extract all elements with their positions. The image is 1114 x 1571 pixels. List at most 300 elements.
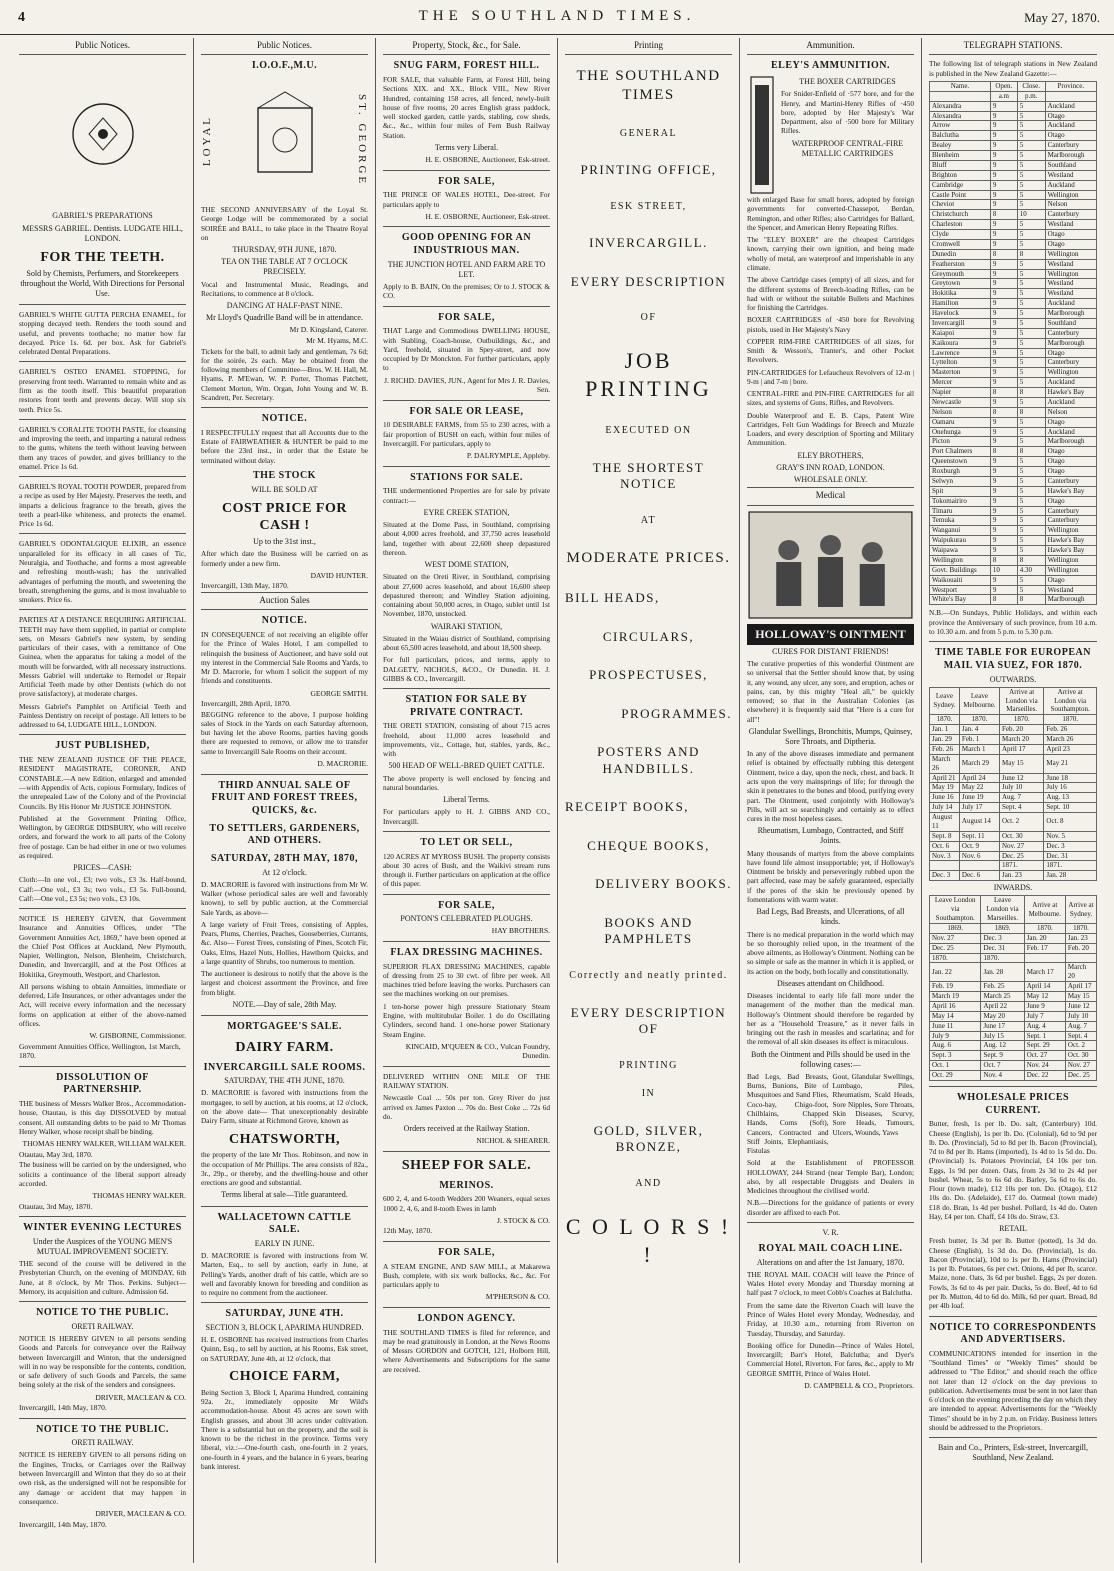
dissolution-signature-2: THOMAS HENRY WALKER. [92, 1191, 186, 1201]
oreti-2-signature: DRIVER, MACLEAN & CO. [95, 1509, 186, 1519]
table-cell: Jan. 23 [1000, 871, 1044, 881]
table-cell: 5 [1017, 368, 1045, 378]
macrorie-note: NOTE.—Day of sale, 28th May. [232, 1000, 337, 1009]
table-cell: March 17 [1024, 963, 1065, 982]
table-cell: Nov. 24 [1024, 1061, 1065, 1071]
table-cell: 5 [1017, 575, 1045, 585]
table-row [930, 131, 1097, 141]
winter-lectures-sub: Under the Auspices of the YOUNG MEN'S MUTUAL IMPROVEMENT SOCIETY. [32, 1236, 173, 1256]
table-cell: Nelson [1045, 200, 1096, 210]
table-cell: 1871. [1044, 861, 1097, 871]
eley-body-2: The above Cartridge cases (empty) of all sizes, and for the different systems of Breech-loading Rifles, can be had with or without the suitable Bullets and Machines for finishing the Cartridges. [747, 275, 914, 313]
table-cell: Jan. 28 [981, 963, 1024, 982]
dissolution-date: Otautau, May 3rd, 1870. [19, 1149, 93, 1159]
table-cell: Westland [1045, 279, 1096, 289]
table-row [930, 992, 1097, 1002]
cartridge-box-icon [747, 75, 777, 195]
table-cell: Feb. 26 [1044, 725, 1097, 735]
table-cell: Kaikoura [930, 338, 991, 348]
table-row [930, 1001, 1097, 1011]
table-cell: August 11 [930, 813, 960, 832]
holloway-body-2: In any of the above diseases immediate and permanent relief is obtained by effectually rubbing this detergent Ointment, twice a day, upon the neck, chest, and back. It acts upon the very mainsprings of life; for through the skin it penetrates to the bones and blood, purifying every part. The Ointment, used conjointly with Holloway's Pills, will act so searchingly and certainly as to effect cures in the most hopeless cases. [747, 749, 914, 824]
anniversary-dancing: DANCING AT HALF-PAST NINE. [226, 301, 343, 311]
lease-title: FOR SALE OR LEASE, [409, 405, 524, 417]
table-cell: Feb. 20 [1065, 943, 1096, 953]
holloway-body-3: Many thousands of martyrs from the above complaints have found life almost insupportable; yet, if Holloway's Ointment be briskly and perseveringly rubbed upon the part affected, ease may be safely guaranteed, especially if the pores of the skin be previously opened by fomentations with warm water. [747, 848, 914, 904]
table-cell: 9 [990, 328, 1017, 338]
oreti-notice-2-sub: ORETI RAILWAY. [71, 1438, 134, 1448]
table-cell: June 16 [930, 793, 960, 803]
table-header-cell: Arrive at Melbourne. [1024, 896, 1065, 924]
table-cell: Nov. 27 [930, 933, 981, 943]
stock-sub: WILL BE SOLD AT [251, 484, 318, 494]
printing-moderate: MODERATE PRICES. [566, 550, 731, 567]
oreti-2-date: Invercargill, 14th May, 1870. [19, 1519, 107, 1529]
sale-rooms: INVERCARGILL SALE ROOMS. [203, 1061, 366, 1073]
oreti-notice-2-title: NOTICE TO THE PUBLIC. [36, 1423, 169, 1435]
table-cell: May 22 [959, 783, 999, 793]
holloway-illustration [747, 510, 914, 620]
stock-signature: DAVID HUNTER. [310, 570, 368, 580]
table-cell: Westland [1045, 220, 1096, 230]
table-cell: Wellington [1045, 565, 1096, 575]
to-let-body: 120 ACRES AT MYROSS BUSH. The property consists about 30 acres of Bush, and the Waikivi stream runs through it. Further particulars on application at the office of this paper. [383, 851, 550, 889]
table-header-cell: Close. [1017, 81, 1045, 91]
table-row [930, 943, 1097, 953]
table-cell: Aug. 12 [981, 1041, 1024, 1051]
table-cell: Dec. 25 [930, 943, 981, 953]
printing-bill: BILL HEADS, [565, 590, 660, 606]
dissolution-title: DISSOLUTION OF PARTNERSHIP. [56, 1071, 149, 1096]
retail-list: Fresh butter, 1s 3d per lb. Butter (potted), 1s 3d do. Cheese (English), 1s 3d do. Do. (Provincial), 1s do. Bacon (Provincial), 10d to 1s per lb. Hams (Provincial) 1s per lb. Potatoes, 6s per cwt. Onions, 4d per lb, scarce. Maize, none. Oats, 3s 6d per bushel. Eggs, 2s per dozen. Fowls, 3s 6d to 4s per pair. Ducks, 5s do. Beef, 4d to 6d per lb. Mutton, 4d to 6d do. Milk, 6d per quart. Bread, 8d per 4lb loaf. [929, 1236, 1097, 1311]
table-cell: 8 [990, 249, 1017, 259]
just-published-body: THE NEW ZEALAND JUSTICE OF THE PEACE, RESIDENT MAGISTRATE, CORONER, AND CONSTABLE.—A new Edition, enlarged and amended—with Appendix of Acts, copious Formulary, Indices of the unrepealed Law of the Colony and of the Provincial Councils. By His Honor Mr JUSTICE JOHNSTON. [19, 755, 186, 811]
table-cell: Alexandra [930, 101, 991, 111]
printing-and: AND [635, 1177, 662, 1189]
table-row [930, 230, 1097, 240]
table-header-cell: Arrive at London via Southampton. [1044, 687, 1097, 715]
winter-lectures-body: THE second of the course will be delivered in the Presbyterian Church, on the evening of MONDAY, 6th June, at 8 o'clock, by Mr Thos. Perkins. Subject—Memory, its acquisition and culture. Admission 6d. [19, 1259, 186, 1296]
table-cell: Aug. 13 [1044, 793, 1097, 803]
table-cell: June 18 [1044, 773, 1097, 783]
table-cell: 5 [1017, 427, 1045, 437]
table-cell: Canterbury [1045, 141, 1096, 151]
table-cell: Jan. 20 [1024, 933, 1065, 943]
table-cell: May 15 [1000, 754, 1044, 773]
snug-farm-terms: Terms very Liberal. [434, 142, 499, 152]
telegraph-nb: N.B.—On Sundays, Public Holidays, and within each province the Anniversary of such province, from 10 a.m. to 10.30 a.m. and from 5 p.m. to 5.30 p.m. [929, 608, 1097, 636]
table-cell: 9 [990, 160, 1017, 170]
table-cell: Temuka [930, 516, 991, 526]
choice-farm-body: Being Section 3, Block I, Aparima Hundred, containing 92a. 2r., immediately opposite Mr Wild's accommodation-house. About 45 acres are sown with English grasses, and about 30 acres under cultivation. There is a substantial hut on the property, and the soil is known to be the richest in the province. Terms very liberal, viz.:—One-fourth cash, one-fourth in 2 years, one-fourth in 4 years, and the balance in 6 years, bearing bank interest. [201, 1387, 368, 1471]
table-cell: Canterbury [1045, 358, 1096, 368]
table-cell: Nelson [930, 407, 991, 417]
table-cell: 5 [1017, 506, 1045, 516]
table-cell: 9 [990, 200, 1017, 210]
gabriels-crest [19, 59, 186, 209]
table-cell: Canterbury [1045, 516, 1096, 526]
table-cell: 9 [990, 516, 1017, 526]
table-cell: Nelson [1045, 407, 1096, 417]
wallacetown-title: WALLACETOWN CATTLE SALE. [217, 1211, 352, 1236]
table-cell: Hamilton [930, 299, 991, 309]
table-header-cell [930, 91, 991, 101]
table-row [930, 170, 1097, 180]
table-row [930, 575, 1097, 585]
table-cell: May 15 [1065, 992, 1096, 1002]
table-cell: Wellington [1045, 368, 1096, 378]
column-6 [922, 38, 1104, 1563]
table-cell: 5 [1017, 160, 1045, 170]
table-cell: 9 [990, 368, 1017, 378]
printing-correctly: Correctly and neatly printed. [569, 969, 728, 981]
table-cell: Westland [1045, 170, 1096, 180]
table-cell: 8 [990, 407, 1017, 417]
table-cell: 5 [1017, 259, 1045, 269]
table-cell: 9 [990, 338, 1017, 348]
dairy-title: DAIRY FARM. [235, 1039, 334, 1055]
printing-cheque: CHEQUE BOOKS, [587, 837, 710, 853]
table-cell: 8 [1017, 447, 1045, 457]
table-cell: Canterbury [1045, 328, 1096, 338]
coach-title: ROYAL MAIL COACH LINE. [758, 1243, 903, 1255]
table-row [930, 121, 1097, 131]
table-row [930, 735, 1097, 745]
table-row [930, 516, 1097, 526]
table-cell: Clyde [930, 230, 991, 240]
table-cell: 8 [1017, 595, 1045, 605]
table-cell: 8 [990, 210, 1017, 220]
annuities-signature: W. GISBORNE, Commissioner. [89, 1031, 186, 1041]
table-row [930, 536, 1097, 546]
table-cell: May 12 [1024, 992, 1065, 1002]
table-row [930, 595, 1097, 605]
delivered-signature: NICHOL & SHEARER. [476, 1136, 550, 1146]
inwards-table [929, 895, 1097, 1081]
table-cell: 4.30 [1017, 565, 1045, 575]
table-cell: 1870. [981, 953, 1024, 963]
annuities-notice-2: All persons wishing to obtain Annuities, immediate or deferred, Life Insurances, or other advantages under the Act, will receive every information and the necessary forms on application at either of the above-named offices. [19, 981, 186, 1028]
table-row [930, 1061, 1097, 1071]
printing-job: JOB PRINTING [585, 348, 712, 402]
printing-delivery: DELIVERY BOOKS. [595, 876, 732, 892]
table-row [930, 982, 1097, 992]
table-cell: Dec. 3 [1044, 841, 1097, 851]
table-cell: 8 [990, 595, 1017, 605]
sale-rooms-date: SATURDAY, THE 4TH JUNE, 1870. [224, 1076, 345, 1086]
table-cell: Kaiapoi [930, 328, 991, 338]
table-row [930, 725, 1097, 735]
table-cell: Dec. 31 [1044, 851, 1097, 861]
table-cell: Auckland [1045, 427, 1096, 437]
table-cell: Port Chalmers [930, 447, 991, 457]
just-published-title: JUST PUBLISHED, [55, 740, 150, 752]
printing-shortest: THE SHORTEST NOTICE [592, 459, 705, 492]
table-cell: 9 [990, 259, 1017, 269]
table-cell: Nov. 3 [930, 851, 960, 861]
table-cell: 5 [1017, 536, 1045, 546]
table-cell: Sept. 4 [1065, 1031, 1096, 1041]
table-cell: Auckland [1045, 299, 1096, 309]
ad-gutta-percha: GABRIEL'S WHITE GUTTA PERCHA ENAMEL, for stopping decayed teeth. Renders the tooth sound and useful, and prevents toothache; no matter how far decayed. Price 1s. 6d. per box. Ask for Gabriel's celebrated Dental Preparations. [19, 310, 186, 357]
printing-invercargill: INVERCARGILL. [589, 235, 708, 251]
printing-esk: ESK STREET, [610, 200, 687, 212]
table-cell: Wellington [1045, 269, 1096, 279]
stations-particulars: For full particulars, prices, and terms, apply to DALGETY, NICHOLS, &CO., Or Dunedin. H. J. GIBBS & CO., Invercargill. [383, 655, 550, 683]
delivered-orders: Orders received at the Railway Station. [403, 1124, 530, 1134]
table-cell: 9 [990, 486, 1017, 496]
merinos-title: MERINOS. [439, 1179, 494, 1191]
table-cell: Jan. 1 [930, 725, 960, 735]
table-row [930, 160, 1097, 170]
table-cell: 9 [990, 141, 1017, 151]
notice-2-signature: GEORGE SMITH. [310, 688, 368, 698]
printing-of: OF [640, 312, 657, 324]
table-cell: Auckland [1045, 378, 1096, 388]
table-cell: Mercer [930, 378, 991, 388]
stations-title: STATIONS FOR SALE. [410, 471, 523, 483]
holloway-sold: Sold at the Establishment of PROFESSOR HOLLOWAY, 244 Strand (near Temple Bar), London; also, by all respectable Druggists and Dealers in Medicines throughout the civilised world. [747, 1158, 914, 1196]
prices: Cloth:—In one vol., £3; two vols., £3 3s. Half-bound, Calf:—One vol., £3 3s; two vols., £3 5s. Full-bound, Calf:—One vol., £3 5s; two vols., £3 10s. [19, 875, 186, 903]
table-cell: Bluff [930, 160, 991, 170]
table-cell: 9 [990, 269, 1017, 279]
table-cell: 8 [1017, 388, 1045, 398]
lease-body: 10 DESIRABLE FARMS, from 55 to 230 acres, with a fair proportion of BUSH on each, within four miles of Invercargill. For particulars, apply to [383, 420, 550, 448]
oreti-notice-2-body: NOTICE IS HEREBY GIVEN to all persons riding on the Engines, Trucks, or Carriages over the Railway between Invercargill and Winton that they do so at their own risk, as the undersigned will not be responsible for any damage or accident that may happen in consequence. [19, 1450, 186, 1506]
table-cell: Sept. 29 [1024, 1041, 1065, 1051]
table-header-cell: a.m [990, 91, 1017, 101]
table-cell: Oct. 8 [1044, 813, 1097, 832]
table-cell: 5 [1017, 417, 1045, 427]
newspaper-page [12, 38, 1104, 1563]
macrorie-body: D. MACRORIE is favored with instructions from Mr W. Walker (whose periodical sales are well and favorably known), to sell by public auction, at the Commercial Sale Yards, as above— [201, 879, 368, 917]
lease-signature: P. DALRYMPLE, Appleby. [466, 451, 550, 461]
eley-wholesale: WHOLESALE ONLY. [793, 475, 868, 485]
stock-date: Invercargill, 13th May, 1870. [201, 581, 289, 591]
table-header-cell: Arrive at London via Marseilles. [1000, 687, 1044, 715]
ad-elixir: GABRIEL'S ODONTALGIQUE ELIXIR, an essence unparalleled for its efficacy in all cases of Tic, Neuralgia, and Toothache, and forms a most agreeable and refreshing mouth-wash; has the unrivalled advantages of perfuming the mouth, and sweetening the breath, strengthening the gums, and is most invaluable to smokers. Price 6s. [19, 539, 186, 605]
chatsworth-body: the property of the late Mr Thos. Robinson, and now in the occupation of Mr Phillips. The area consists of 82a., 3r., 29p., or thereby, and the dwelling-house and other erections are good and substantial. [201, 1150, 368, 1188]
oreti-signature: DRIVER, MACLEAN & CO. [95, 1392, 186, 1402]
table-cell: Govt. Buildings [930, 565, 991, 575]
table-row [930, 744, 1097, 754]
holloway-childhood: Diseases attendant on Childhood. [776, 978, 885, 988]
wairaki-body: Situated in the Waiau district of Southland, comprising about 65,500 acres leasehold, and about 18,500 sheep. [383, 633, 550, 652]
table-cell: 5 [1017, 516, 1045, 526]
table-cell: 5 [1017, 111, 1045, 121]
table-row [930, 249, 1097, 259]
for-sale-body: THE PRINCE OF WALES HOTEL, Dee-street. For particulars apply to [383, 190, 550, 209]
private-station-signature: For particulars apply to H. J. GIBBS AND CO., Invercargill. [383, 807, 550, 826]
table-cell: March 20 [1000, 735, 1044, 745]
printing-programmes: PROGRAMMES. [621, 705, 732, 721]
holloway-glandular: Glandular Swellings, Bronchitis, Mumps, Quinsey, Sore Throats, and Diptheria. [748, 726, 913, 747]
table-cell: May 14 [930, 1011, 981, 1021]
table-header-cell: 1870. [1065, 923, 1096, 933]
table-cell: Otago [1045, 417, 1096, 427]
oreti-notice-sub: ORETI RAILWAY. [71, 1321, 134, 1331]
table-row [930, 151, 1097, 161]
table-cell: 5 [1017, 348, 1045, 358]
table-cell: 5 [1017, 279, 1045, 289]
table-row [930, 299, 1097, 309]
table-header-cell: Name. [930, 81, 991, 91]
table-row [930, 427, 1097, 437]
table-cell: Wellington [1045, 555, 1096, 565]
annuities-date: Government Annuities Office, Wellington, 1st March, 1870. [19, 1041, 181, 1061]
holloway-nb: N.B.—Directions for the guidance of patients or every disorder are affixed to each Pot. [747, 1198, 914, 1217]
private-station-cattle: 500 HEAD OF WELL-BRED QUIET CATTLE. [388, 761, 545, 771]
table-cell: Waipawa [930, 546, 991, 556]
table-cell [1024, 953, 1065, 963]
table-cell: 10 [1017, 210, 1045, 220]
printing-executed: EXECUTED ON [605, 424, 692, 436]
table-row [930, 831, 1097, 841]
table-cell: Auckland [1045, 121, 1096, 131]
table-header-cell: 1870. [930, 715, 960, 725]
correspondents-body: COMMUNICATIONS intended for insertion in the "Southland Times" or "Weekly Times" should be addressed to "The Editor," and should reach the office not later than 12 o'clock on the day previous to publication. Advertisements must be sent in not later than 6 o'clock on the evening preceding the day on which they are intended to appear. Advertisements for the "Weekly Times" should be in by 2 p.m. on Friday. Business letters should be addressed to the Proprietors. [929, 1348, 1097, 1433]
steam-body: A STEAM ENGINE, AND SAW MILL, at Makarewa Bush, complete, with six work bullocks, &c., &c. For particulars apply to [383, 1261, 550, 1290]
for-sale-2-body: THAT Large and Commodious DWELLING HOUSE, with Stabling, Coach-house, Outbuildings, &c., and Yard, freehold, situated in Spey-street, and now occupied by Dr Monckton. For further particulars, apply to [383, 326, 550, 373]
ad-coralite: GABRIEL'S CORALITE TOOTH PASTE, for cleansing and improving the teeth, and imparting a natural redness to the gums, whitens the teeth without leaving between them any traces of powder, and gives brilliancy to the enamel. Price 1s 6d. [19, 424, 186, 471]
table-cell: 5 [1017, 230, 1045, 240]
column-header: Ammunition. [747, 38, 914, 55]
table-cell: Marlborough [1045, 338, 1096, 348]
waterproof-title: WATERPROOF CENTRAL-FIRE METALLIC CARTRIDGES [791, 138, 904, 158]
for-sale-title: FOR SALE, [438, 175, 495, 187]
table-cell: Dec. 25 [1065, 1071, 1096, 1081]
printing-posters: POSTERS AND HANDBILLS. [597, 744, 700, 776]
table-row [930, 1041, 1097, 1051]
table-cell: Brighton [930, 170, 991, 180]
good-opening-title: GOOD OPENING FOR AN INDUSTRIOUS MAN. [401, 232, 532, 257]
annuities-notice: NOTICE IS HEREBY GIVEN, that Government Insurance and Annuities Offices, under "The Government Annuities Act, 1869," have been opened at the Chief Post Offices at Auckland, New Plymouth, Napier, Wellington, Nelson, Blenheim, Christchurch, Dunedin, and Invercargill, and at the Post Offices at Hokitika, Greymouth, Westport, and Charleston. [19, 914, 186, 979]
anniversary-music: Vocal and Instrumental Music, Readings, and Recitations, to commence at 8 o'clock. [201, 279, 368, 298]
for-sale-2-signature: J. RICHD. DAVIES, JUN., Agent for Mrs J. R. Davies, Sen. [384, 375, 550, 395]
royal-cipher: V. R. [822, 1227, 839, 1237]
eley-title: ELEY'S AMMUNITION. [770, 60, 890, 72]
table-cell: Roxburgh [930, 467, 991, 477]
table-cell: 5 [1017, 299, 1045, 309]
table-row [930, 368, 1097, 378]
table-row [930, 871, 1097, 881]
table-cell: 5 [1017, 437, 1045, 447]
column-header: TELEGRAPH STATIONS. [929, 38, 1097, 55]
table-cell: 5 [1017, 496, 1045, 506]
begging-signature: D. MACRORIE. [317, 759, 368, 769]
table-cell: Nov. 6 [959, 851, 999, 861]
table-cell: Oct. 27 [1024, 1051, 1065, 1061]
table-row [930, 348, 1097, 358]
table-cell: Feb. 19 [930, 982, 981, 992]
table-cell: Feb. 26 [930, 744, 960, 754]
macrorie-body-3: The auctioneer is desirous to notify that the above is the largest and choicest assortment the Province, and free from blight. [201, 969, 368, 997]
table-cell: Oct. 2 [1000, 813, 1044, 832]
dissolution-signature: THOMAS HENRY WALKER, WILLIAM WALKER. [22, 1139, 186, 1149]
crest-emblem-icon [23, 60, 183, 208]
table-row [930, 417, 1097, 427]
table-row [930, 496, 1097, 506]
good-opening-apply: Apply to B. BAIN, On the premises; Or to J. STOCK & CO. [383, 282, 550, 301]
printing-circulars: CIRCULARS, [602, 628, 695, 644]
table-cell: Jan. 22 [930, 963, 981, 982]
table-cell: 8 [990, 555, 1017, 565]
wallacetown-sub: EARLY IN JUNE. [254, 1238, 315, 1248]
printing-at: AT [640, 514, 657, 526]
table-cell: Marlborough [1045, 595, 1096, 605]
telegraph-table [929, 81, 1097, 605]
printing-printing: PRINTING [619, 1059, 678, 1071]
table-cell: Marlborough [1045, 437, 1096, 447]
table-header-cell: 1870. [1000, 715, 1044, 725]
dissolution-date-2: Otautau, 3rd May, 1870. [19, 1201, 93, 1211]
printing-office: PRINTING OFFICE, [580, 162, 717, 178]
table-cell: Southland [1045, 318, 1096, 328]
table-cell: Blenheim [930, 151, 991, 161]
table-cell: July 16 [1044, 783, 1097, 793]
stations-body: THE undermentioned Properties are for sale by private contract:— [383, 486, 550, 505]
steam-title: FOR SALE, [438, 1246, 495, 1258]
table-cell: Waikouaiti [930, 575, 991, 585]
table-cell: 9 [990, 575, 1017, 585]
table-row [930, 1071, 1097, 1081]
table-header-cell: Arrive at Sydney. [1065, 896, 1096, 924]
coach-body-2: From the same date the Riverton Coach will leave the Prince of Wales Hotel every Monday, Wednesday, and Friday, at 10.30 a.m., returning from Riverton on Tuesday, Thursday, and Saturday. [747, 1300, 914, 1338]
table-header-cell: p.m. [1017, 91, 1045, 101]
table-row [930, 328, 1097, 338]
mortgagee-title: MORTGAGEE'S SALE. [227, 1021, 342, 1033]
table-cell: Otago [1045, 239, 1096, 249]
table-cell: Balclutha [930, 131, 991, 141]
printing-prospectuses: PROSPECTUSES, [589, 667, 708, 683]
column-3 [376, 38, 558, 1563]
anniversary-band: Mr Lloyd's Quadrille Band will be in attendance. [206, 313, 363, 323]
ploughs-title: FOR SALE, [438, 899, 495, 911]
column-1 [12, 38, 194, 1563]
chatsworth: CHATSWORTH, [229, 1131, 340, 1147]
merinos-date: 12th May, 1870. [383, 1226, 433, 1236]
table-header-cell: Open. [990, 81, 1017, 91]
table-cell: March 1 [959, 744, 999, 754]
chatsworth-terms: Terms liberal at sale—Title guaranteed. [221, 1190, 348, 1200]
anniversary-body: THE SECOND ANNIVERSARY of the Loyal St. George Lodge will be commemorated by a social SOIRÉE and BALL, to take place in the Theatre Royal on [201, 205, 368, 242]
pin-cartridges: PIN-CARTRIDGES for Lefaucheux Revolvers of 12-m | 9-m | and 7-m | bore. [747, 367, 914, 386]
table-cell: Jan. 23 [1065, 933, 1096, 943]
table-cell: Otago [1045, 131, 1096, 141]
table-cell: 5 [1017, 546, 1045, 556]
ad-artificial-teeth: PARTIES AT A DISTANCE REQUIRING ARTIFICIAL TEETH may have them supplied, in partial or complete sets, on Messrs Gabriel's new system, by sending particulars of their cases, with a remittance of One Guinea, when the apparatus for taking a model of the mouth will be forwarded, with all necessary instructions. Messrs Gabriel will undertake to Remodel or Repair Artificial Teeth made by other Dentists (which do not prove satisfactory), at moderate charges. [19, 615, 186, 699]
table-row [930, 1031, 1097, 1041]
notice-2-title: NOTICE. [261, 615, 308, 627]
table-cell: 5 [1017, 457, 1045, 467]
table-cell: April 17 [1000, 744, 1044, 754]
oreti-notice-body: NOTICE IS HEREBY GIVEN to all persons sending Goods and Parcels for conveyance over the Railway between Invercargill and Winton, that the undersigned will in no way be responsible for the contents, condition, or safe delivery of such Goods and Parcels, the same being solely at the risk of the senders and consignees. [19, 1333, 186, 1390]
printing-receipt: RECEIPT BOOKS, [565, 799, 690, 815]
table-cell: Castle Point [930, 190, 991, 200]
table-cell: Oct. 30 [1000, 831, 1044, 841]
table-cell: April 21 [930, 773, 960, 783]
table-cell: Feb. 17 [1024, 943, 1065, 953]
table-cell: Marlborough [1045, 151, 1096, 161]
osborne-body: H. E. OSBORNE has received instructions from Charles Quinn, Esq., to sell by auction, at his Rooms, Esk street, on SATURDAY, June 4th, at 12 o'clock, that [201, 1335, 368, 1363]
merinos-body: 600 2, 4, and 6-tooth Wedders 200 Weaners, equal sexes 1000 2, 4, 6, and 8-tooth Ewes in lamb [383, 1194, 550, 1213]
column-header: Property, Stock, &c., for Sale. [383, 38, 550, 55]
table-row [930, 476, 1097, 486]
waterproof-body: with enlarged Base for small bores, adopted by foreign governments for converted-Chassepot, Berdan, Remington, and other Rifles; also Cartridges for Ballard, the Spencer, and American Henry Repeating Rifles. [747, 195, 914, 232]
table-row [930, 963, 1097, 982]
table-cell: Canterbury [1045, 210, 1096, 220]
private-station-title: STATION FOR SALE BY PRIVATE CONTRACT. [405, 694, 528, 718]
